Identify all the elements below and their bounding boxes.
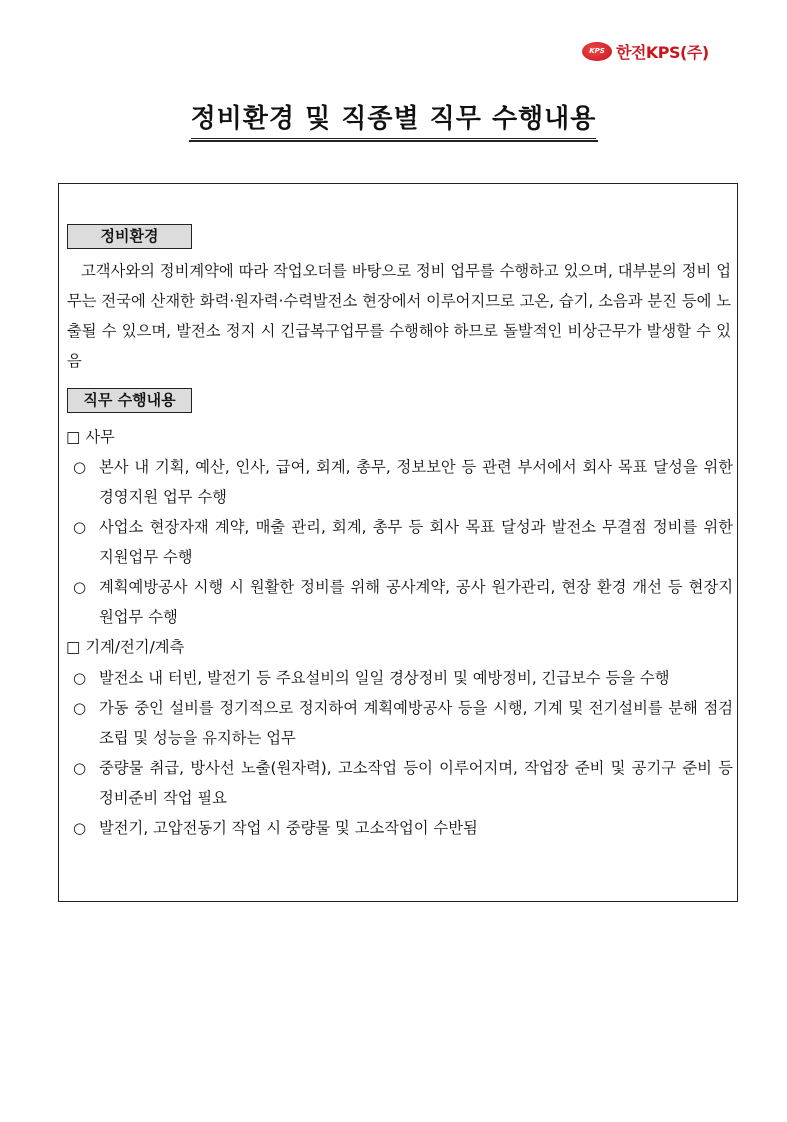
environment-paragraph: 고객사와의 정비계약에 따라 작업오더를 바탕으로 정비 업무를 수행하고 있으며, 대부분의 정비 업무는 전국에 산재한 화력·원자력·수력발전소 현장에서 이루어지므로 고온, 습기, 소음과 분진 등에 노출될 수 있으며, 발전소 정지 시 긴급복구업무를 수행해야 하므로 돌발적인 비상근무가 발생할 수 있음 <box>67 262 732 370</box>
page-title-text: 정비환경 및 직종별 직무 수행내용 <box>189 102 599 142</box>
list-item: 가동 중인 설비를 정기적으로 정지하여 계획예방공사 등을 시행, 기계 및 전기설비를 분해 점검 조립 및 성능을 유지하는 업무 <box>99 699 733 747</box>
list-item: 중량물 취급, 방사선 노출(원자력), 고소작업 등이 이루어지며, 작업장 준비 및 공기구 준비 등 정비준비 작업 필요 <box>99 759 733 807</box>
checkbox-square-icon: □ <box>66 428 81 446</box>
bullet-circle-icon: ○ <box>73 699 87 717</box>
group-name: 사무 <box>85 428 115 446</box>
group-heading-office <box>66 422 115 452</box>
list-item: 발전소 내 터빈, 발전기 등 주요설비의 일일 경상정비 및 예방정비, 긴급보수 등을 수행 <box>99 669 670 687</box>
bullet-circle-icon: ○ <box>73 819 87 837</box>
logo-text: 한전KPS(주) <box>616 42 709 62</box>
list-item: 발전기, 고압전동기 작업 시 중량물 및 고소작업이 수반됨 <box>99 819 478 837</box>
company-logo <box>582 40 742 62</box>
section-label-environment: 정비환경 <box>67 224 192 249</box>
bullet-circle-icon: ○ <box>73 578 87 596</box>
bullet-circle-icon: ○ <box>73 518 87 536</box>
group-heading-technical <box>66 632 184 662</box>
bullet-circle-icon: ○ <box>73 458 87 476</box>
section-label-duties: 직무 수행내용 <box>67 388 192 413</box>
checkbox-square-icon: □ <box>66 638 81 656</box>
bullet-circle-icon: ○ <box>73 759 87 777</box>
logo-mark-icon: KPS <box>582 42 612 61</box>
page-title <box>0 102 787 142</box>
list-item: 본사 내 기획, 예산, 인사, 급여, 회계, 총무, 정보보안 등 관련 부서에서 회사 목표 달성을 위한 경영지원 업무 수행 <box>99 458 733 506</box>
group-name: 기계/전기/계측 <box>85 638 185 656</box>
content-box <box>58 183 738 902</box>
list-item: 사업소 현장자재 계약, 매출 관리, 회계, 총무 등 회사 목표 달성과 발전소 무결점 정비를 위한 지원업무 수행 <box>99 518 733 566</box>
bullet-circle-icon: ○ <box>73 669 87 687</box>
list-item: 계획예방공사 시행 시 원활한 정비를 위해 공사계약, 공사 원가관리, 현장 환경 개선 등 현장지원업무 수행 <box>99 578 733 626</box>
